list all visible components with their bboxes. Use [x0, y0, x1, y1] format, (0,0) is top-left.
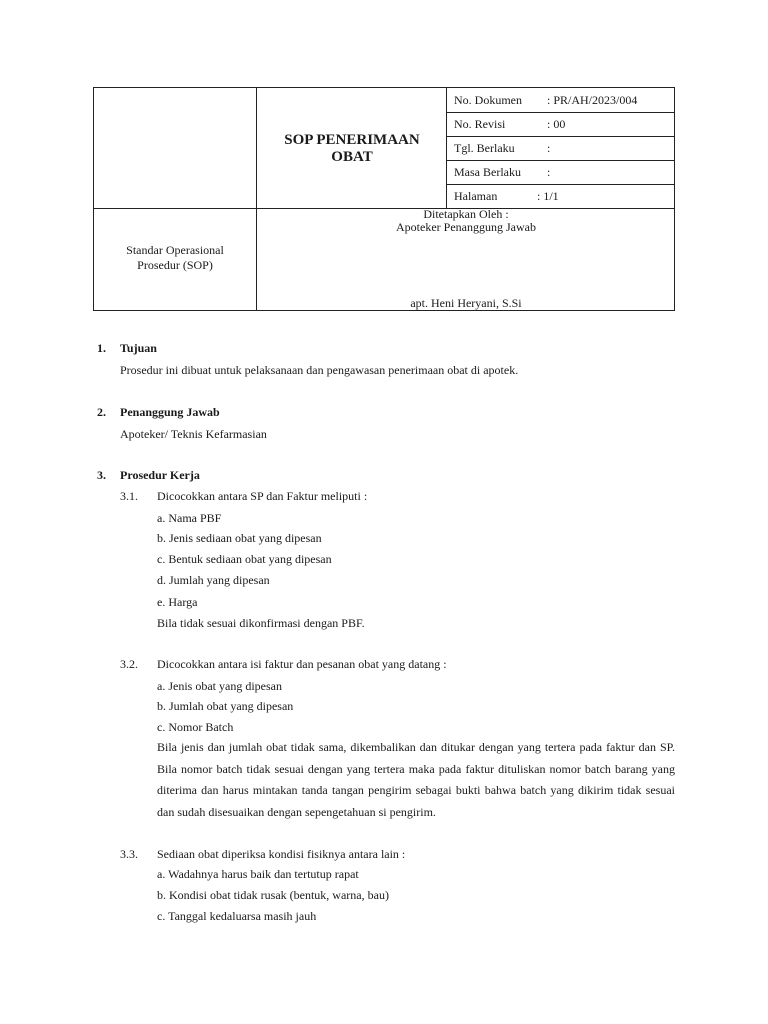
meta-label: Halaman	[454, 189, 498, 203]
meta-label: Tgl. Berlaku	[454, 141, 515, 155]
list-item: b. Kondisi obat tidak rusak (bentuk, warna, bau)	[157, 888, 389, 902]
list-item: b. Jenis sediaan obat yang dipesan	[157, 531, 322, 545]
section-number: 2.	[97, 405, 106, 419]
list-item: a. Wadahnya harus baik dan tertutup rapat	[157, 867, 359, 881]
list-item: d. Jumlah yang dipesan	[157, 573, 270, 587]
standard-label	[94, 243, 256, 273]
title-line-2: OBAT	[331, 149, 373, 165]
section-title: Penanggung Jawab	[120, 405, 220, 419]
meta-label: Masa Berlaku	[454, 165, 521, 179]
table-divider	[446, 112, 674, 113]
list-item: c. Bentuk sediaan obat yang dipesan	[157, 552, 332, 566]
section-title: Tujuan	[120, 341, 157, 355]
approval-label: Ditetapkan Oleh :	[423, 207, 509, 221]
signer-name: apt. Heni Heryani, S.Si	[410, 296, 522, 310]
standard-line-2: Prosedur (SOP)	[137, 258, 213, 272]
step-text: Dicocokkan antara SP dan Faktur meliputi :	[157, 489, 368, 503]
section-title: Prosedur Kerja	[120, 468, 200, 482]
list-item: c. Tanggal kedaluarsa masih jauh	[157, 909, 317, 923]
section-number: 1.	[97, 341, 106, 355]
approval-block	[257, 208, 675, 234]
step-note-paragraph: Bila jenis dan jumlah obat tidak sama, dikembalikan dan ditukar dengan yang tertera pada faktur dan SP. Bila nomor batch tidak sesuai dengan yang tertera maka pada faktur dituliskan nomor batch barang yang diterima dan harus mintakan tanda tangan pengirim sebagai bukti bahwa batch yang dikirim tidak sesuai dan sudah disesuaikan dengan sepengetahuan si pengirim.	[157, 740, 675, 819]
meta-label: No. Revisi	[454, 117, 506, 131]
step-number: 3.1.	[120, 489, 138, 503]
sop-header-table	[93, 87, 675, 311]
list-item: a. Jenis obat yang dipesan	[157, 679, 282, 693]
meta-value: :	[547, 141, 551, 155]
section-number: 3.	[97, 468, 106, 482]
table-divider	[446, 184, 674, 185]
step-number: 3.2.	[120, 657, 138, 671]
meta-value: :	[547, 165, 551, 179]
list-item: b. Jumlah obat yang dipesan	[157, 699, 294, 713]
meta-value: : 00	[547, 117, 566, 131]
approval-role: Apoteker Penanggung Jawab	[396, 220, 536, 234]
standard-line-1: Standar Operasional	[126, 243, 224, 257]
meta-value: : 1/1	[537, 189, 559, 203]
step-number: 3.3.	[120, 847, 138, 861]
table-divider	[446, 160, 674, 161]
table-divider	[446, 136, 674, 137]
section-body: Apoteker/ Teknis Kefarmasian	[120, 427, 267, 441]
meta-label: No. Dokumen	[454, 93, 522, 107]
section-body: Prosedur ini dibuat untuk pelaksanaan dan pengawasan penerimaan obat di apotek.	[120, 363, 519, 377]
step-note: Bila tidak sesuai dikonfirmasi dengan PBF.	[157, 616, 365, 630]
step-text: Dicocokkan antara isi faktur dan pesanan obat yang datang :	[157, 657, 447, 671]
list-item: c. Nomor Batch	[157, 720, 234, 734]
step-text: Sediaan obat diperiksa kondisi fisiknya antara lain :	[157, 847, 406, 861]
document-title	[257, 132, 447, 166]
title-line-1: SOP PENERIMAAN	[284, 132, 420, 148]
meta-value: : PR/AH/2023/004	[547, 93, 638, 107]
table-divider	[256, 88, 257, 310]
list-item: a. Nama PBF	[157, 511, 222, 525]
list-item: e. Harga	[157, 595, 198, 609]
